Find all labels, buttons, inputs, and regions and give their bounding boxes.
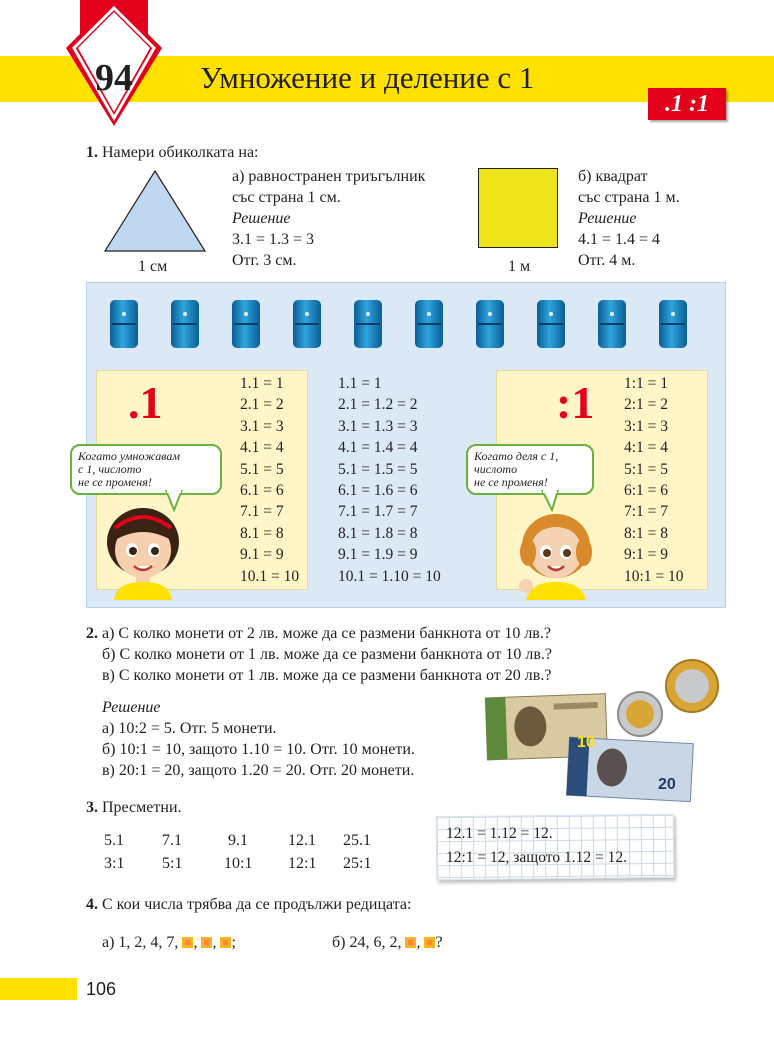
domino-tile [415,300,443,348]
lesson-title: Умножение и деление с 1 [200,60,535,95]
grid-note-text: 12.1 = 1.12 = 12. 12:1 = 12, защото 1.12 = 12. [446,825,627,866]
triangle-shape [102,168,208,254]
domino-tile [354,300,382,348]
task3-cell: 5.1 [104,832,124,849]
page-number: 106 [86,979,117,999]
multiply-symbol: .1 [128,377,163,428]
task3-cell: 12:1 [288,855,317,872]
domino-tile [476,300,504,348]
divide-equations: 1:1 = 1 2:1 = 2 3:1 = 3 4:1 = 4 5:1 = 5 6:1 = 6 7:1 = 7 8:1 = 8 9:1 = 9 10:1 = 10 [624,375,684,585]
banknote-20-value: 20 [658,776,676,793]
expanded-equations: 1.1 = 1 2.1 = 1.2 = 2 3.1 = 1.3 = 3 4.1 = 1.4 = 4 5.1 = 1.5 = 5 6.1 = 1.6 = 6 7.1 = 1.7 = 7 8.1 = 1.8 = 8 9.1 = 1.9 = 9 10.1 = 1.10 = 10 [338,375,441,585]
domino-tile [598,300,626,348]
domino-tile [110,300,138,348]
task4-heading: 4. С кои числа трябва да се продължи редицата: [86,896,412,913]
lesson-number: 94 [95,57,133,99]
task3-cell: 25.1 [343,832,371,849]
right-speech-bubble: Когато деля с 1, числото не се променя! [466,444,594,495]
square-side-label: 1 м [508,258,531,275]
square-text: б) квадрат със страна 1 м. Решение 4.1 = 1.4 = 4 Отг. 4 м. [578,168,680,269]
task3-cell: 5:1 [162,855,183,872]
task2-solution: Решение а) 10:2 = 5. Отг. 5 монети. б) 10:1 = 10, защото 1.10 = 10. Отг. 10 монети. в) 20:1 = 20, защото 1.20 = 20. Отг. 20 монети. [102,699,415,779]
task4-sequence-a: а) 1, 2, 4, 7, , , ; [102,934,236,951]
domino-tile [537,300,565,348]
task3-heading: 3. Пресметни. [86,799,182,816]
blank-square-icon [201,937,212,948]
blank-square-icon [424,937,435,948]
girl-right-illustration [512,502,600,600]
domino-tile [293,300,321,348]
task3-cell: 12.1 [288,832,316,849]
task4-sequence-b: б) 24, 6, 2, , ? [332,934,443,951]
task1-heading: 1. Намери обиколката на: [86,144,259,161]
girl-left-illustration [100,502,186,600]
triangle-side-label: 1 см [138,258,168,275]
multiply-equations: 1.1 = 1 2.1 = 2 3.1 = 3 4.1 = 4 5.1 = 5 6.1 = 6 7.1 = 7 8.1 = 8 9.1 = 9 10.1 = 10 [240,375,300,585]
task2-questions: 2. а) С колко монети от 2 лв. може да се размени банкнота от 10 лв.? б) С колко монети от 1 лв. може да се размени банкнота от 10 лв.? в) С колко монети от 1 лв. може да се размени банкнота от 20 лв.? [86,625,552,684]
task3-cell: 9.1 [228,832,248,849]
banknote-10-value: 10 [577,734,595,751]
footer-bar [0,978,77,1000]
blank-square-icon [182,937,193,948]
task3-cell: 25:1 [343,855,372,872]
domino-tile [171,300,199,348]
task3-cell: 3:1 [104,855,125,872]
triangle-text: а) равностранен триъгълник със страна 1 см. Решение 3.1 = 1.3 = 3 Отг. 3 см. [232,168,426,269]
left-speech-bubble: Когато умножавам с 1, числото не се променя! [70,444,222,495]
money-illustration [482,656,720,804]
task3-cell: 10:1 [224,855,253,872]
domino-tile [232,300,260,348]
square-shape [478,168,558,248]
divide-symbol: :1 [556,377,595,428]
blank-square-icon [405,937,416,948]
domino-tile [659,300,687,348]
task3-cell: 7.1 [162,832,182,849]
operation-tag: .1 :1 [648,88,726,120]
blank-square-icon [220,937,231,948]
